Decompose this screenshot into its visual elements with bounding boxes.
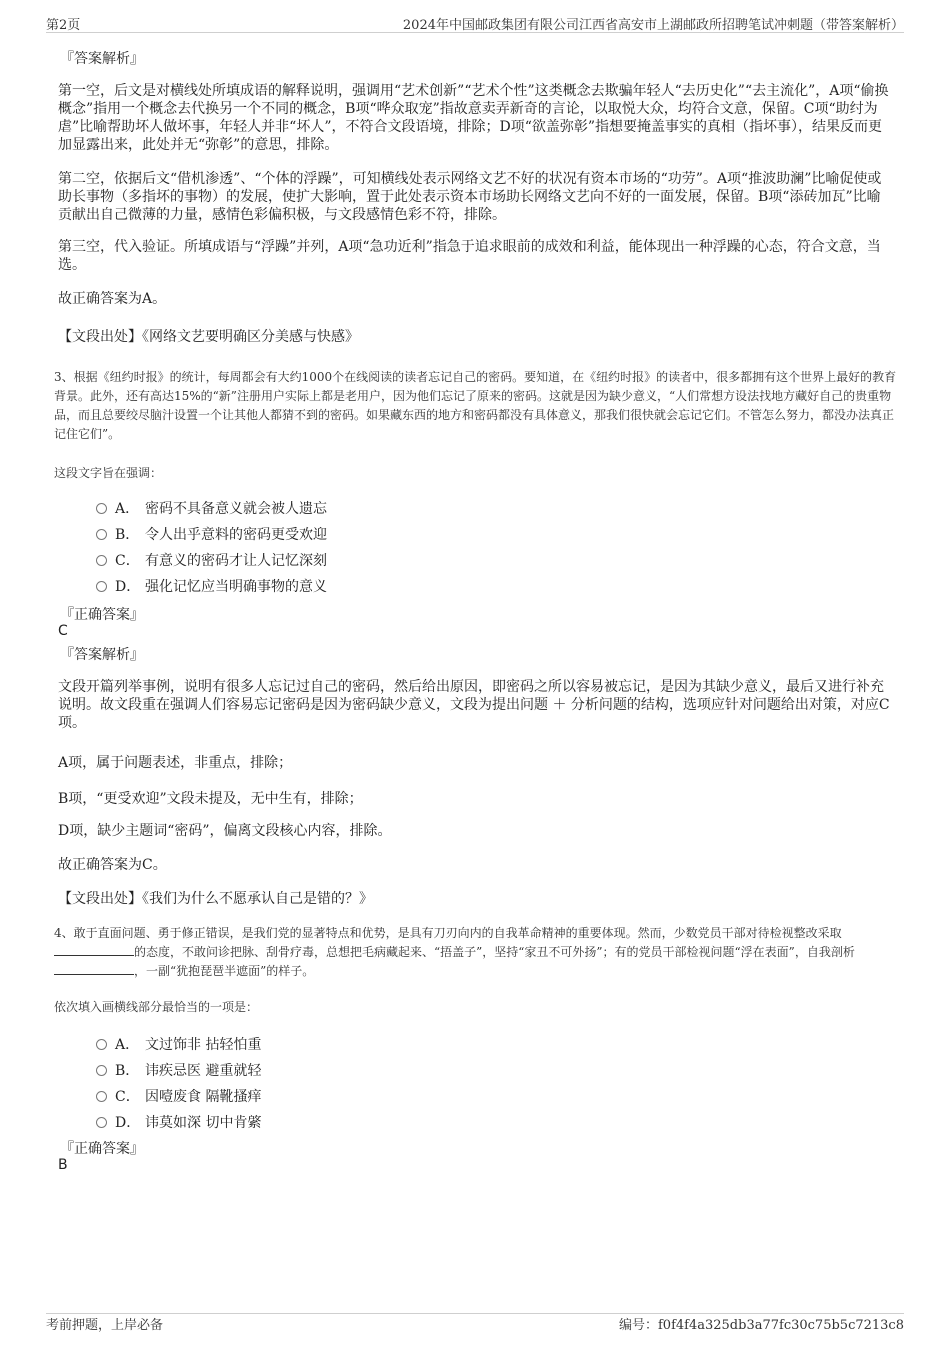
question-text: 3、根据《纽约时报》的统计，每周都会有大约1000个在线阅读的读者忘记自己的密码。要知道，在《纽约时报》的读者中，很多都拥有这个世界上最好的教育背景。此外，还有高达15%的“新”注册用户实际上都是老用户，因为他们忘记了原来的密码。这就是因为缺少意义，“人们常想方设法找地方藏好自己的贵重物品，而且总要绞尽脑汁设置一个让其他人都猜不到的密码。如果藏东西的地方和密码都没有具体意义，那我们很快就会忘记它们。不管怎么努力，都没办法真正记住它们”。 bbox=[54, 370, 897, 441]
option-a[interactable]: A． 密码不具备意义就会被人遗忘 bbox=[96, 498, 327, 518]
option-d[interactable]: D． 强化记忆应当明确事物的意义 bbox=[96, 576, 327, 596]
correct-answer: C bbox=[58, 623, 68, 639]
analysis-paragraph: 第三空，代入验证。所填成语与“浮躁”并列，A项“急功近利”指急于追求眼前的成效和利益，能体现出一种浮躁的心态，符合文意，当选。 bbox=[58, 239, 881, 273]
fill-blank bbox=[54, 962, 134, 975]
source-citation: 【文段出处】《网络文艺要明确区分美感与快感》 bbox=[58, 329, 359, 345]
radio-icon[interactable] bbox=[96, 1065, 107, 1076]
conclusion: 故正确答案为A。 bbox=[58, 291, 167, 307]
footer-slogan: 考前押题，上岸必备 bbox=[46, 1318, 164, 1333]
page-footer bbox=[46, 1313, 904, 1332]
analysis-paragraph: B项，“更受欢迎”文段未提及，无中生有，排除； bbox=[58, 791, 363, 807]
option-c[interactable]: C． 因噎废食 隔靴搔痒 bbox=[96, 1086, 261, 1106]
analysis-paragraph: A项，属于问题表述，非重点，排除； bbox=[58, 755, 293, 771]
radio-icon[interactable] bbox=[96, 555, 107, 566]
page-number: 第2页 bbox=[46, 18, 81, 33]
option-b[interactable]: B． 令人出乎意料的密码更受欢迎 bbox=[96, 524, 327, 544]
analysis-paragraph: 第二空，依据后文“借机渗透”、“个体的浮躁”，可知横线处表示网络文艺不好的状况有资本市场的“功劳”。A项“推波助澜”比喻促使或助长事物（多指坏的事物）的发展，使扩大影响，置于此处表示资本市场助长网络文艺向不好的一面发展，保留。B项“添砖加瓦”比喻贡献出自己微薄的力量，感情色彩偏积极，与文段感情色彩不符，排除。 bbox=[58, 171, 882, 223]
document-id: 编号：f0f4f4a325db3a77fc30c75b5c7213c8 bbox=[619, 1318, 904, 1333]
analysis-paragraph: 文段开篇列举事例，说明有很多人忘记过自己的密码，然后给出原因，即密码之所以容易被忘记，是因为其缺少意义，最后又进行补充说明。故文段重在强调人们容易忘记密码是因为密码缺少意义，文段为提出问题 ＋ 分析问题的结构，选项应针对问题给出对策，对应C项。 bbox=[58, 679, 890, 731]
radio-icon[interactable] bbox=[96, 529, 107, 540]
source-citation: 【文段出处】《我们为什么不愿承认自己是错的？》 bbox=[58, 891, 373, 907]
analysis-paragraph: D项，缺少主题词“密码”，偏离文段核心内容，排除。 bbox=[58, 823, 392, 839]
radio-icon[interactable] bbox=[96, 581, 107, 592]
analysis-paragraph: 第一空，后文是对横线处所填成语的解释说明，强调用“艺术创新”“艺术个性”这类概念去欺骗年轻人“去历史化”“去主流化”，A项“偷换概念”指用一个概念去代换另一个不同的概念，B项“哗众取宠”指故意卖弄新奇的言论，以取悦大众，均符合文意，保留。C项“助纣为虐”比喻帮助坏人做坏事，年轻人并非“坏人”，不符合文段语境，排除；D项“欲盖弥彰”指想要掩盖事实的真相（指坏事），结果反而更加显露出来，此处并无“弥彰”的意思，排除。 bbox=[58, 83, 889, 153]
fill-blank bbox=[54, 943, 134, 956]
option-c[interactable]: C． 有意义的密码才让人记忆深刻 bbox=[96, 550, 327, 570]
option-b[interactable]: B． 讳疾忌医 避重就轻 bbox=[96, 1060, 261, 1080]
correct-answer-label: 『正确答案』 bbox=[60, 607, 144, 623]
analysis-label: 『答案解析』 bbox=[60, 647, 144, 663]
correct-answer: B bbox=[58, 1157, 68, 1173]
option-a[interactable]: A． 文过饰非 拈轻怕重 bbox=[96, 1034, 261, 1054]
radio-icon[interactable] bbox=[96, 1039, 107, 1050]
conclusion: 故正确答案为C。 bbox=[58, 857, 167, 873]
radio-icon[interactable] bbox=[96, 1117, 107, 1128]
page-header bbox=[46, 14, 904, 33]
question-text: 4、敢于直面问题、勇于修正错误，是我们党的显著特点和优势，是具有刀刃向内的自我革命精神的重要体现。然而，少数党员干部对待检视整改采取的态度，不敢问诊把脉、刮骨疗毒，总想把毛病藏起来、“捂盖子”，坚持“家丑不可外扬”；有的党员干部检视问题“浮在表面”，自我剖析，一副“犹抱琵琶半遮面”的样子。 bbox=[54, 926, 855, 978]
question-prompt: 依次填入画横线部分最恰当的一项是： bbox=[54, 1000, 259, 1014]
analysis-label: 『答案解析』 bbox=[60, 51, 144, 67]
document-title: 2024年中国邮政集团有限公司江西省高安市上湖邮政所招聘笔试冲刺题（带答案解析） bbox=[402, 18, 904, 33]
radio-icon[interactable] bbox=[96, 503, 107, 514]
option-d[interactable]: D． 讳莫如深 切中肯綮 bbox=[96, 1112, 261, 1132]
correct-answer-label: 『正确答案』 bbox=[60, 1141, 144, 1157]
question-prompt: 这段文字旨在强调： bbox=[54, 466, 163, 480]
radio-icon[interactable] bbox=[96, 1091, 107, 1102]
